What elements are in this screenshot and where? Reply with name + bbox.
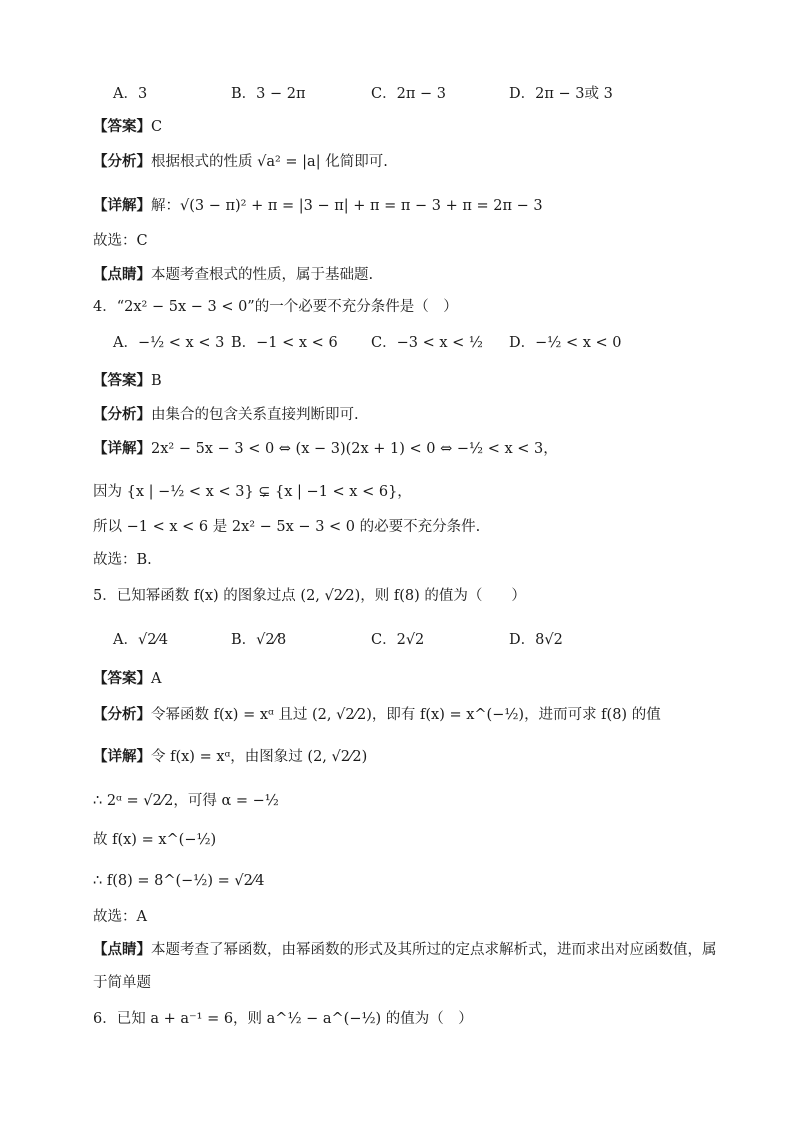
line-text: 解：√(3 − π)² + π = |3 − π| + π = π − 3 + π = 2π − 3 xyxy=(151,198,543,214)
line-text: C xyxy=(151,119,163,135)
line-text: 故 f(x) = x^(−½) xyxy=(93,832,217,848)
section-label: 【分析】 xyxy=(93,707,151,723)
text-line xyxy=(93,550,734,570)
section-label: 【答案】 xyxy=(93,373,151,389)
option-item: A．3 xyxy=(113,86,148,102)
line-text: 2x² − 5x − 3 < 0 ⇔ (x − 3)(2x + 1) < 0 ⇔ −½ < x < 3， xyxy=(151,441,558,457)
text-line xyxy=(93,482,734,502)
labeled-line xyxy=(93,371,734,391)
option-item: A．√2⁄4 xyxy=(113,632,169,648)
section-label: 【详解】 xyxy=(93,749,151,765)
line-text: 由集合的包含关系直接判断即可. xyxy=(151,407,359,423)
text-line xyxy=(93,871,734,891)
option-item: B．−1 < x < 6 xyxy=(231,335,338,351)
line-text: 令幂函数 f(x) = xᵅ 且过 (2, √2⁄2)，即有 f(x) = x^(−½)，进而可求 f(8) 的值 xyxy=(151,707,661,723)
line-text: A xyxy=(151,671,162,687)
option-item: D．2π − 3或 3 xyxy=(509,86,613,102)
line-text: 本题考查了幂函数，由幂函数的形式及其所过的定点求解析式，进而求出对应函数值，属 xyxy=(151,942,717,958)
labeled-line xyxy=(93,940,734,960)
option-item: D．−½ < x < 0 xyxy=(509,335,622,351)
line-text: ∴ 2ᵅ = √2⁄2，可得 α = −½ xyxy=(93,793,279,809)
labeled-line xyxy=(93,405,734,425)
text-line xyxy=(93,973,734,993)
labeled-line xyxy=(93,152,734,172)
labeled-line xyxy=(93,265,734,285)
text-line xyxy=(93,1009,734,1029)
line-text: 6．已知 a + a⁻¹ = 6，则 a^½ − a^(−½) 的值为（ ） xyxy=(93,1011,473,1027)
text-line xyxy=(93,517,734,537)
text-line xyxy=(93,586,734,606)
option-item: B．√2⁄8 xyxy=(231,632,287,648)
line-text: 于简单题 xyxy=(93,975,151,991)
line-text: 5．已知幂函数 f(x) 的图象过点 (2, √2⁄2)，则 f(8) 的值为（ ） xyxy=(93,588,526,604)
line-text: ∴ f(8) = 8^(−½) = √2⁄4 xyxy=(93,873,265,889)
line-text: 故选：B. xyxy=(93,552,152,568)
line-text: 故选：C xyxy=(93,233,148,249)
text-line xyxy=(93,297,734,317)
section-label: 【分析】 xyxy=(93,407,151,423)
text-line xyxy=(93,907,734,927)
line-text: B xyxy=(151,373,162,389)
line-text: 故选：A xyxy=(93,909,147,925)
labeled-line xyxy=(93,705,734,725)
section-label: 【分析】 xyxy=(93,154,151,170)
option-item: C．2√2 xyxy=(371,632,425,648)
labeled-line xyxy=(93,669,734,689)
line-text: 根据根式的性质 √a² = |a| 化简即可. xyxy=(151,154,388,170)
section-label: 【点睛】 xyxy=(93,942,151,958)
section-label: 【详解】 xyxy=(93,441,151,457)
labeled-line xyxy=(93,439,734,459)
option-item: A．−½ < x < 3 xyxy=(113,335,225,351)
line-text: 4．“2x² − 5x − 3 < 0”的一个必要不充分条件是（ ） xyxy=(93,299,458,315)
option-item: D．8√2 xyxy=(509,632,563,648)
section-label: 【答案】 xyxy=(93,671,151,687)
line-text: 因为 {x | −½ < x < 3} ⊊ {x | −1 < x < 6}， xyxy=(93,484,412,500)
text-line xyxy=(93,791,734,811)
text-line xyxy=(93,231,734,251)
text-line xyxy=(93,830,734,850)
line-text: 所以 −1 < x < 6 是 2x² − 5x − 3 < 0 的必要不充分条件. xyxy=(93,519,481,535)
labeled-line xyxy=(93,196,734,216)
labeled-line xyxy=(93,117,734,137)
section-label: 【答案】 xyxy=(93,119,151,135)
option-item: C．−3 < x < ½ xyxy=(371,335,483,351)
section-label: 【点睛】 xyxy=(93,267,151,283)
option-item: B．3 − 2π xyxy=(231,86,306,102)
option-item: C．2π − 3 xyxy=(371,86,446,102)
line-text: 令 f(x) = xᵅ，由图象过 (2, √2⁄2) xyxy=(151,749,368,765)
line-text: 本题考查根式的性质，属于基础题. xyxy=(151,267,374,283)
labeled-line xyxy=(93,747,734,767)
section-label: 【详解】 xyxy=(93,198,151,214)
